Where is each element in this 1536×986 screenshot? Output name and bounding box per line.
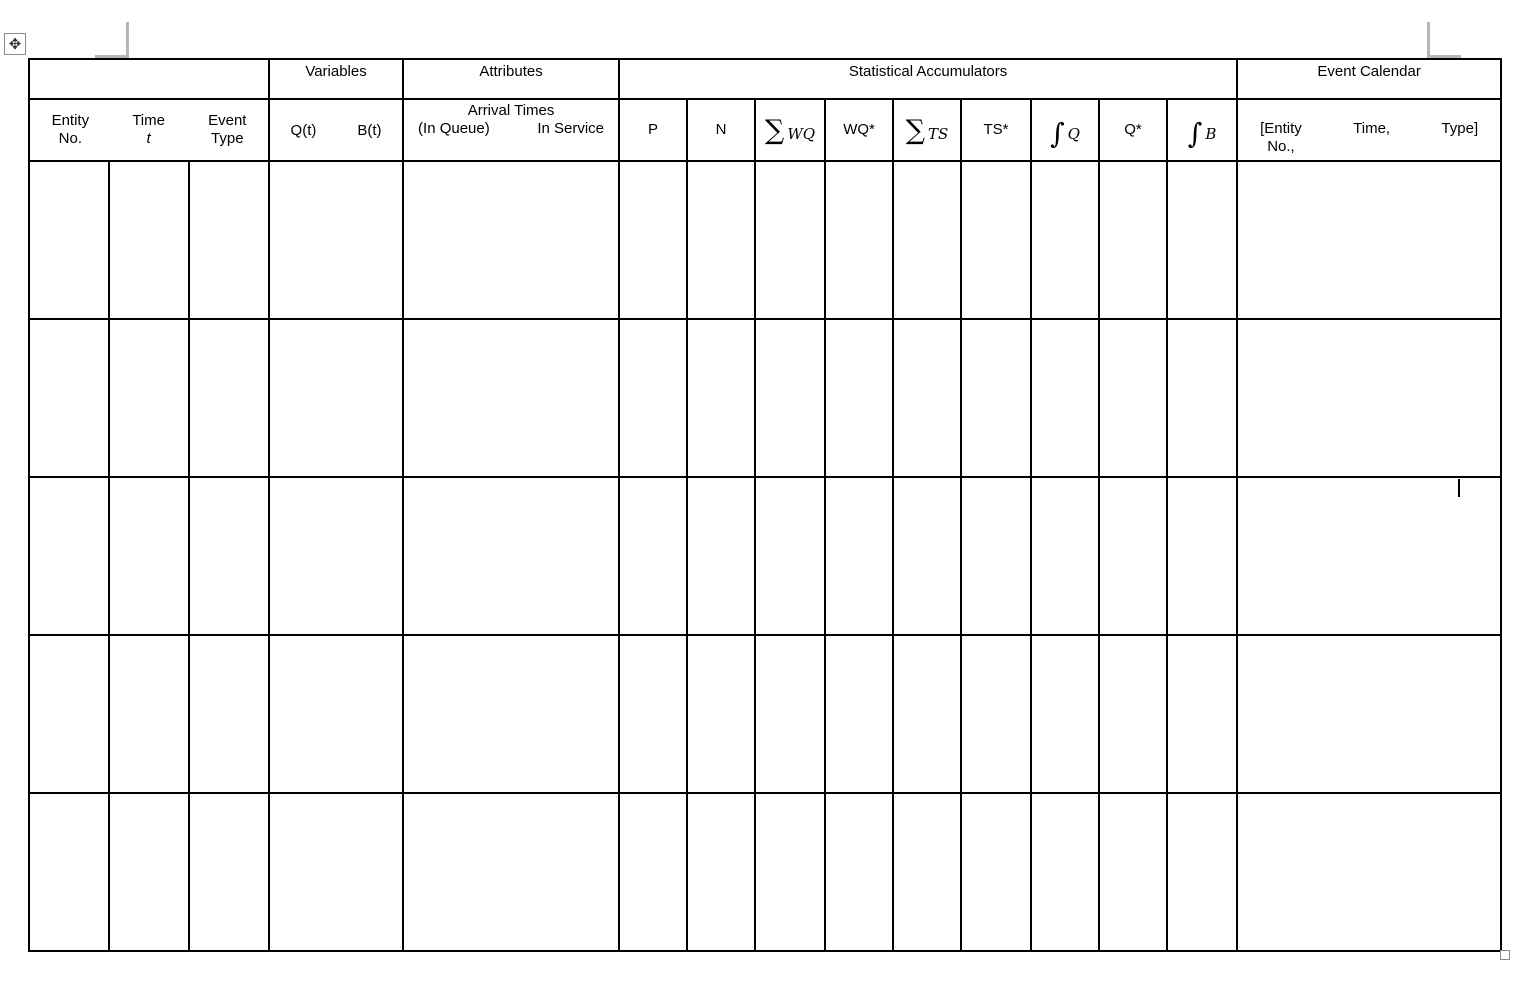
table-cell[interactable] bbox=[1237, 793, 1501, 951]
table-resize-handle-icon[interactable] bbox=[1500, 950, 1510, 960]
table-cell[interactable] bbox=[109, 161, 189, 319]
col-arrival-times: Arrival Times bbox=[467, 102, 555, 119]
header-blank-cell[interactable] bbox=[29, 59, 269, 99]
col-integral-q[interactable]: ∫ Q bbox=[1031, 99, 1099, 161]
table-cell[interactable] bbox=[109, 793, 189, 951]
table-cell[interactable] bbox=[29, 793, 109, 951]
table-move-handle-icon[interactable]: ✥ bbox=[4, 33, 26, 55]
col-event-type: Event Type bbox=[208, 112, 247, 147]
table-cell[interactable] bbox=[825, 477, 893, 635]
table-cell[interactable] bbox=[825, 635, 893, 793]
table-cell[interactable] bbox=[29, 161, 109, 319]
table-cell[interactable] bbox=[893, 477, 961, 635]
table-cell[interactable] bbox=[687, 161, 755, 319]
col-wq-star[interactable]: WQ* bbox=[825, 99, 893, 161]
table-cell[interactable] bbox=[109, 319, 189, 477]
col-n[interactable]: N bbox=[687, 99, 755, 161]
table-cell[interactable] bbox=[961, 319, 1031, 477]
col-ec-entity: [Entity No., bbox=[1260, 120, 1302, 155]
table-row bbox=[29, 635, 1501, 793]
table-cell[interactable] bbox=[619, 319, 687, 477]
col-ts-star[interactable]: TS* bbox=[961, 99, 1031, 161]
table-cell[interactable] bbox=[755, 161, 825, 319]
table-cell[interactable] bbox=[269, 319, 403, 477]
table-cell[interactable] bbox=[1099, 477, 1167, 635]
entity-time-event-header[interactable] bbox=[29, 99, 269, 161]
table-cell[interactable] bbox=[403, 477, 619, 635]
table-cell[interactable] bbox=[189, 635, 269, 793]
table-cell[interactable] bbox=[1167, 477, 1237, 635]
table-cell[interactable] bbox=[1099, 161, 1167, 319]
column-header-row bbox=[29, 99, 1501, 161]
table-cell[interactable] bbox=[269, 635, 403, 793]
simulation-trace-table bbox=[28, 58, 1502, 952]
table-cell[interactable] bbox=[1237, 477, 1501, 635]
col-time: Time t bbox=[132, 112, 165, 147]
col-in-service: In Service bbox=[537, 120, 605, 137]
col-sum-ts[interactable]: ∑ TS bbox=[893, 99, 961, 161]
table-cell[interactable] bbox=[1099, 319, 1167, 477]
table-cell[interactable] bbox=[619, 793, 687, 951]
table-cell[interactable] bbox=[1237, 319, 1501, 477]
variables-header[interactable] bbox=[269, 99, 403, 161]
col-p[interactable]: P bbox=[619, 99, 687, 161]
table-cell[interactable] bbox=[825, 793, 893, 951]
table-cell[interactable] bbox=[961, 477, 1031, 635]
arrival-times-header[interactable] bbox=[403, 99, 619, 161]
table-cell[interactable] bbox=[403, 635, 619, 793]
table-cell[interactable] bbox=[961, 161, 1031, 319]
col-sum-wq[interactable]: ∑ WQ bbox=[755, 99, 825, 161]
table-cell[interactable] bbox=[189, 793, 269, 951]
table-cell[interactable] bbox=[1099, 635, 1167, 793]
table-row bbox=[29, 161, 1501, 319]
table-cell[interactable] bbox=[961, 635, 1031, 793]
table-cell[interactable] bbox=[1167, 319, 1237, 477]
header-event-calendar[interactable]: Event Calendar bbox=[1237, 59, 1501, 99]
table-cell[interactable] bbox=[109, 635, 189, 793]
table-row bbox=[29, 793, 1501, 951]
table-cell[interactable] bbox=[1167, 793, 1237, 951]
table-cell[interactable] bbox=[893, 635, 961, 793]
table-cell[interactable] bbox=[269, 793, 403, 951]
table-cell[interactable] bbox=[1031, 793, 1099, 951]
table-cell[interactable] bbox=[825, 319, 893, 477]
table-row bbox=[29, 477, 1501, 635]
table-cell[interactable] bbox=[825, 161, 893, 319]
table-cell[interactable] bbox=[269, 161, 403, 319]
table-cell[interactable] bbox=[619, 635, 687, 793]
text-cursor bbox=[1458, 479, 1460, 497]
table-cell[interactable] bbox=[893, 161, 961, 319]
table-cell[interactable] bbox=[403, 161, 619, 319]
col-ec-time: Time, bbox=[1353, 120, 1391, 137]
table-cell[interactable] bbox=[755, 635, 825, 793]
table-cell[interactable] bbox=[893, 793, 961, 951]
table-cell[interactable] bbox=[755, 319, 825, 477]
page-margin-corner-right bbox=[1427, 22, 1461, 58]
table-row bbox=[29, 319, 1501, 477]
table-cell[interactable] bbox=[687, 477, 755, 635]
table-cell[interactable] bbox=[29, 319, 109, 477]
table-cell[interactable] bbox=[403, 319, 619, 477]
col-entity-no: Entity No. bbox=[51, 112, 90, 147]
col-q-star[interactable]: Q* bbox=[1099, 99, 1167, 161]
col-ec-type: Type] bbox=[1441, 120, 1479, 137]
table-cell[interactable] bbox=[189, 161, 269, 319]
col-q-t: Q(t) bbox=[290, 121, 317, 139]
table-cell[interactable] bbox=[189, 319, 269, 477]
table-cell[interactable] bbox=[29, 635, 109, 793]
table-cell[interactable] bbox=[619, 161, 687, 319]
table-cell[interactable] bbox=[687, 793, 755, 951]
page-margin-corner-left bbox=[95, 22, 129, 58]
table-cell[interactable] bbox=[755, 793, 825, 951]
table-cell[interactable] bbox=[893, 319, 961, 477]
table-cell[interactable] bbox=[961, 793, 1031, 951]
col-b-t: B(t) bbox=[357, 121, 382, 139]
header-statistical-accumulators[interactable]: Statistical Accumulators bbox=[619, 59, 1237, 99]
table-cell[interactable] bbox=[1031, 477, 1099, 635]
table-cell[interactable] bbox=[1031, 319, 1099, 477]
table-cell[interactable] bbox=[269, 477, 403, 635]
table-cell[interactable] bbox=[1167, 161, 1237, 319]
table-cell[interactable] bbox=[1099, 793, 1167, 951]
header-group-row bbox=[29, 59, 1501, 99]
table-cell[interactable] bbox=[1237, 161, 1501, 319]
table-cell[interactable] bbox=[1237, 635, 1501, 793]
col-integral-b[interactable]: ∫ B bbox=[1167, 99, 1237, 161]
table-cell[interactable] bbox=[755, 477, 825, 635]
event-calendar-columns-header[interactable] bbox=[1237, 99, 1501, 161]
table-cell[interactable] bbox=[687, 319, 755, 477]
table-cell[interactable] bbox=[687, 635, 755, 793]
table-cell[interactable] bbox=[1031, 635, 1099, 793]
header-attributes[interactable]: Attributes bbox=[403, 59, 619, 99]
table-cell[interactable] bbox=[619, 477, 687, 635]
table-cell[interactable] bbox=[1167, 635, 1237, 793]
table-cell[interactable] bbox=[403, 793, 619, 951]
table-cell[interactable] bbox=[109, 477, 189, 635]
col-in-queue: (In Queue) bbox=[418, 120, 490, 137]
table-cell[interactable] bbox=[1031, 161, 1099, 319]
header-variables[interactable]: Variables bbox=[269, 59, 403, 99]
table-cell[interactable] bbox=[189, 477, 269, 635]
table-cell[interactable] bbox=[29, 477, 109, 635]
